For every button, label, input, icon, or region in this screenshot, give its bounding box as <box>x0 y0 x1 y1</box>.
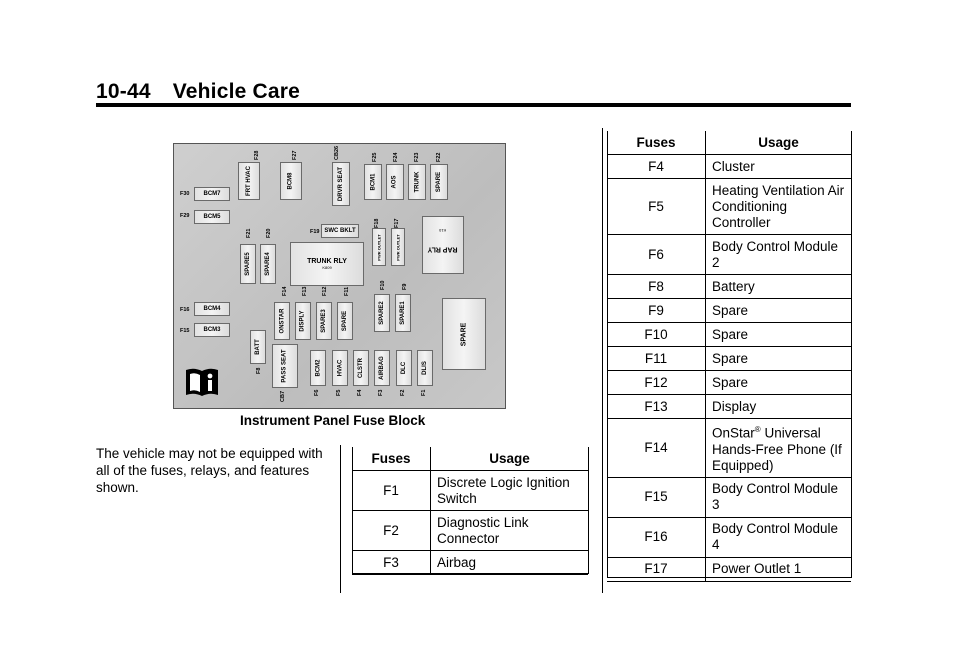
table-left-frame <box>352 447 589 574</box>
label-f11: F11 <box>344 286 350 296</box>
fuse-spare1: SPARE1 <box>395 294 411 332</box>
fuse-id: F13 <box>607 395 706 419</box>
column-divider-right <box>602 128 603 593</box>
label-f17: F17 <box>394 218 400 228</box>
label-f9: F9 <box>402 283 408 290</box>
fuse-usage: Cluster <box>706 155 852 179</box>
label-f15: F15 <box>180 328 190 334</box>
page-header <box>96 80 300 104</box>
fuse-dlis: DLIS <box>417 350 433 386</box>
fuse-spare-large: SPARE <box>442 298 486 370</box>
fuse-pwr-outlet-1: PWR OUTLET <box>391 228 405 266</box>
fuse-spare-f22: SPARE <box>430 164 448 200</box>
fuse-spare-f11: SPARE <box>337 302 353 340</box>
diagram-caption: Instrument Panel Fuse Block <box>240 413 426 428</box>
fuse-id: F9 <box>607 299 706 323</box>
registered-mark: ® <box>754 425 761 434</box>
label-f16: F16 <box>180 307 190 313</box>
fuse-id: F5 <box>607 179 706 235</box>
column-header-fuses: Fuses <box>607 131 706 155</box>
fuse-spare2: SPARE2 <box>374 294 390 332</box>
fuse-usage: Body Control Module 4 <box>706 517 852 557</box>
label-f29: F29 <box>180 213 190 219</box>
fuse-block-diagram <box>173 143 506 409</box>
fuse-bcm3: BCM3 <box>194 323 230 337</box>
fuse-id: F11 <box>607 347 706 371</box>
fuse-usage: Battery <box>706 275 852 299</box>
label-f12: F12 <box>322 286 328 296</box>
label-f21: F21 <box>246 228 252 238</box>
manual-info-icon <box>184 366 220 398</box>
page-number: 10-44 <box>96 80 151 103</box>
fuse-onstar: ONSTAR <box>274 302 290 340</box>
fuse-airbag: AIRBAG <box>374 350 390 386</box>
fuse-pass-seat: PASS SEAT <box>272 344 298 388</box>
label-cb26: CB26 <box>334 145 340 160</box>
fuse-swc-bklt: SWC BKLT <box>321 224 359 238</box>
fuse-id: F12 <box>607 371 706 395</box>
label-f8: F8 <box>256 367 262 374</box>
label-f19: F19 <box>310 229 320 235</box>
fuse-spare4: SPARE4 <box>260 244 276 284</box>
column-header-usage: Usage <box>706 131 852 155</box>
label-f28: F28 <box>254 150 260 160</box>
label-f1: F1 <box>421 389 427 396</box>
label-f25: F25 <box>372 152 378 162</box>
usage-rest: Universal Hands-Free Phone (If Equipped) <box>712 425 842 473</box>
fuse-id: F10 <box>607 323 706 347</box>
fuse-usage: Diagnostic Link Connector <box>431 511 589 551</box>
fuse-id: F8 <box>607 275 706 299</box>
label-f10: F10 <box>380 280 386 290</box>
relay-rap: RAP RLYK10 <box>422 216 464 274</box>
fuse-batt: BATT <box>250 330 266 364</box>
label-f14: F14 <box>282 286 288 296</box>
fuse-usage: Heating Ventilation Air Conditioning Controller <box>706 179 852 235</box>
fuse-usage: Spare <box>706 347 852 371</box>
fuse-usage: Body Control Module 3 <box>706 477 852 517</box>
label-f30: F30 <box>180 191 190 197</box>
label-f18: F18 <box>374 218 380 228</box>
fuse-hvac: HVAC <box>332 350 348 386</box>
fuse-spare3: SPARE3 <box>316 302 332 340</box>
fuse-spare5: SPARE5 <box>240 244 256 284</box>
label-f24: F24 <box>393 152 399 162</box>
fuse-id: F14 <box>607 419 706 478</box>
label-f3: F3 <box>378 389 384 396</box>
fuse-trunk: TRUNK <box>408 164 426 200</box>
fuse-frt-hvac: FRT HVAC <box>238 162 260 200</box>
fuse-usage: Discrete Logic Ignition Switch <box>431 471 589 511</box>
column-divider-left <box>340 445 341 593</box>
header-rule <box>96 103 851 107</box>
label-f4: F4 <box>357 389 363 396</box>
fuse-bcm8: BCM8 <box>280 162 302 200</box>
fuse-pwr-outlet-2: PWR OUTLET <box>372 228 386 266</box>
fuse-usage: Spare <box>706 299 852 323</box>
section-title: Vehicle Care <box>172 80 301 103</box>
fuse-dlc: DLC <box>396 350 412 386</box>
fuse-usage: Spare <box>706 323 852 347</box>
label-f2: F2 <box>400 389 406 396</box>
fuse-aos: AOS <box>386 164 404 200</box>
fuse-drvr-seat: DRVR SEAT <box>332 162 350 206</box>
column-header-usage: Usage <box>431 447 589 471</box>
fuse-id: F4 <box>607 155 706 179</box>
fuse-id: F1 <box>352 471 431 511</box>
table-right-frame <box>607 131 852 578</box>
fuse-bcm7: BCM7 <box>194 187 230 201</box>
fuse-usage: Airbag <box>431 551 589 575</box>
relay-trunk: TRUNK RLY K809 <box>290 242 364 286</box>
label-f22: F22 <box>436 152 442 162</box>
fuse-usage: Power Outlet 1 <box>706 557 852 581</box>
fuse-clstr: CLSTR <box>353 350 369 386</box>
fuse-id: F2 <box>352 511 431 551</box>
equipment-note: The vehicle may not be equipped with all of the fuses, relays, and features shown. <box>96 446 323 495</box>
label-f13: F13 <box>302 286 308 296</box>
label-f27: F27 <box>292 150 298 160</box>
fuse-bcm4: BCM4 <box>194 302 230 316</box>
fuse-usage: Spare <box>706 371 852 395</box>
fuse-usage: Display <box>706 395 852 419</box>
fuse-id: F3 <box>352 551 431 575</box>
label-cb7: CB7 <box>280 390 286 402</box>
fuse-displ: DISPLY <box>295 302 311 340</box>
fuse-id: F6 <box>607 235 706 275</box>
label-f5: F5 <box>336 389 342 396</box>
fuse-usage: Body Control Module 2 <box>706 235 852 275</box>
fuse-bcm2: BCM2 <box>310 350 326 386</box>
fuse-bcm5: BCM5 <box>194 210 230 224</box>
fuse-id: F17 <box>607 557 706 581</box>
fuse-id: F15 <box>607 477 706 517</box>
fuse-bcm1: BCM1 <box>364 164 382 200</box>
label-f20: F20 <box>266 228 272 238</box>
usage-prefix: OnStar <box>712 425 755 441</box>
fuse-id: F16 <box>607 517 706 557</box>
label-f23: F23 <box>414 152 420 162</box>
column-header-fuses: Fuses <box>352 447 431 471</box>
label-f6: F6 <box>314 389 320 396</box>
